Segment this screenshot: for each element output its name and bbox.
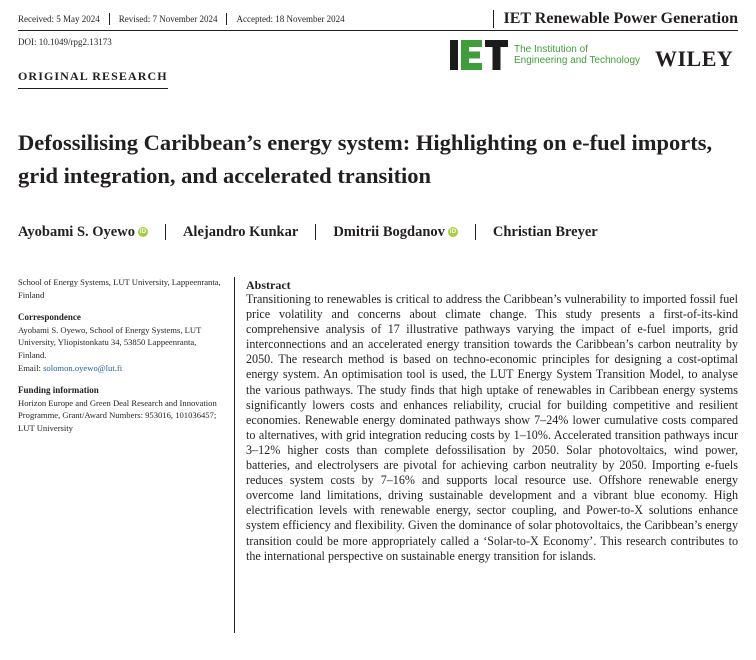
header-bar: [18, 8, 738, 31]
journal-divider: [493, 10, 494, 28]
article-info-column: [18, 276, 223, 445]
funding-heading: Funding information: [18, 385, 99, 396]
author-name: Dmitrii Bogdanov: [333, 223, 445, 240]
iet-name-line1: The Institution of: [514, 44, 588, 55]
abstract-heading: Abstract: [246, 278, 291, 292]
iet-name: [514, 44, 640, 66]
journal-title: IET Renewable Power Generation: [503, 10, 738, 27]
author-divider: [475, 224, 476, 240]
abstract-text: Transitioning to renewables is critical to address the Caribbean’s vulnerability to imported fossil fuel price volatility and concerns about climate change. This study presents a first-of-its-kind comprehensive analysis of 17 illustrative pathways varying the impact of e-fuel imports, grid interconnections and an accelerated energy transition towards the Caribbean’s carbon neutrality by 2050. The research method is based on techno-economic principles for designing a cost-optimal energy system. An optimisation tool is used, the LUT Energy System Transition Model, to analyse the various pathways. The study finds that high uptake of renewables in Caribbean energy systems significantly lowers costs and enhances reliability, crucial for building competitive and resilient economies. Renewable energy dominated pathways show 7–24% lower cumulative costs compared to alternatives, with grid integration reducing costs by 1–10%. Accelerated transition pathways incur 3–12% higher costs than complete defossilisation by 2050. Solar photovoltaics, wind power, batteries, and electrolysers are pivotal for achieving carbon neutrality by 2050. Importing e-fuels reduces system costs by 7–16% and supports local resource use. Offshore renewable energy overcome land limitations, driving sustainable development and a vibrant blue economy. High electrification levels with renewable energy, sector coupling, and Power-to-X solutions enhance system efficiency and flexibility. Given the dominance of solar photovoltaics, the Caribbean’s energy transition could be more appropriately called a ‘Solar-to-X Economy’. This research contributes to the international perspective on sustainable energy transition for islands.: [246, 292, 738, 563]
iet-logo-icon: [450, 40, 508, 70]
author[interactable]: [333, 224, 458, 241]
correspondence-block: [18, 311, 223, 374]
author[interactable]: [493, 224, 598, 241]
author-name: Christian Breyer: [492, 223, 598, 240]
affiliation-block: [18, 276, 223, 301]
correspondence-heading: Correspondence: [18, 312, 81, 323]
author-name: Alejandro Kunkar: [182, 223, 299, 240]
wiley-logo[interactable]: WILEY: [655, 46, 734, 71]
email-link[interactable]: solomon.oyewo@lut.fi: [43, 362, 123, 373]
publication-dates: [18, 13, 345, 25]
date-divider: [109, 13, 110, 25]
iet-logo[interactable]: [450, 40, 640, 70]
doi[interactable]: DOI: 10.1049/rpg2.13173: [18, 37, 112, 47]
funding-block: [18, 384, 223, 434]
article-type: ORIGINAL RESEARCH: [18, 69, 168, 89]
author[interactable]: [18, 224, 148, 241]
author-divider: [315, 224, 316, 240]
accepted-date: Accepted: 18 November 2024: [236, 14, 345, 24]
email-label: Email:: [18, 362, 41, 373]
email-line: [18, 362, 223, 375]
funding-text: Horizon Europe and Green Deal Research and Innovation Programme, Grant/Award Numbers: 953016, 101036457; LUT University: [18, 397, 217, 433]
received-date: Received: 5 May 2024: [18, 14, 100, 24]
correspondence-text: Ayobami S. Oyewo, School of Energy Systems, LUT University, Yliopistonkatu 34, 53850 Lappeenranta, Finland.: [18, 324, 202, 360]
revised-date: Revised: 7 November 2024: [118, 14, 218, 24]
abstract-section: [234, 277, 738, 633]
author-divider: [165, 224, 166, 240]
affiliation: School of Energy Systems, LUT University, Lappeenranta, Finland: [18, 277, 221, 300]
orcid-icon[interactable]: iD: [139, 228, 147, 235]
date-divider: [226, 13, 227, 25]
author-list: [18, 222, 598, 242]
journal-name[interactable]: [493, 8, 739, 30]
article-title: Defossilising Caribbean’s energy system: Highlighting on e-fuel imports, grid integration, and accelerated transition: [18, 130, 713, 188]
iet-name-line2: Engineering and Technology: [514, 55, 641, 66]
orcid-icon[interactable]: iD: [449, 228, 457, 235]
author-name: Ayobami S. Oyewo: [18, 223, 135, 240]
author[interactable]: [183, 224, 298, 241]
